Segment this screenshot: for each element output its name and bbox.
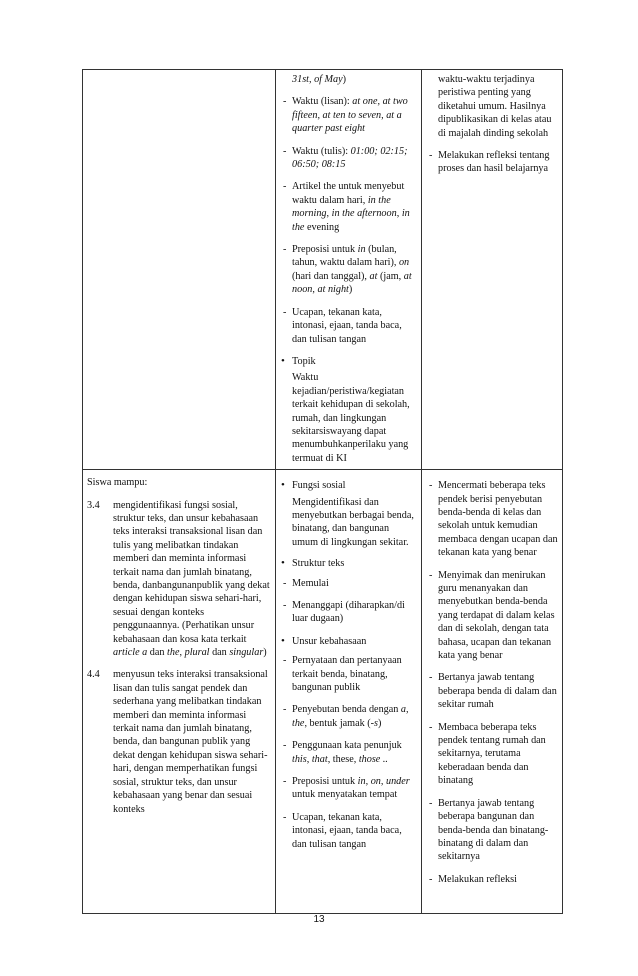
list-item [280, 180, 417, 234]
materi-cell [276, 70, 422, 470]
kd-number: 4.4 [87, 669, 100, 681]
text-run: those .. [358, 753, 388, 765]
text-run: at [369, 270, 378, 282]
list-item [280, 599, 417, 626]
text-run: (bulan, tahun, waktu dalam hari), [292, 244, 399, 269]
text-run: Bertanya jawab tentang beberapa bangunan dan benda-benda dan binatang-binatang di dalam dan sekitarnya [438, 797, 549, 863]
text-run: , [179, 647, 185, 659]
list-item [280, 306, 417, 346]
list-item [426, 149, 558, 176]
fungsi-sosial-text: Mengidentifikasi dan menyebutkan berbagai benda, binatang, dan bangunan umum di lingkungan sekitar. [292, 496, 414, 548]
topik-text: Waktu kejadian/peristiwa/kegiatan terkait kehidupan di sekolah, rumah, dan lingkungan sekitarsiswayang dapat menumbuhkanperilaku yang termuat di KI [292, 372, 410, 464]
text-run: menyusun teks interaksi transaksional lisan dan tulis sangat pendek dan sederhana yang melibatkan tindakan memberi dan meminta informasi terkait nama dan jumlah binatang, benda, dan bangunan publik yang dekat dengan kehidupan siswa sehari-hari, dengan memperhatikan fungsi sosial, struktur teks, dan unsur kebahasaan yang benar dan sesuai konteks [113, 669, 268, 815]
kd-text [113, 668, 271, 815]
text-run: -s [370, 717, 379, 729]
text-run: Waktu (tulis): [292, 145, 351, 157]
kd-item [87, 668, 271, 815]
materi-cell [276, 470, 422, 914]
list-item [280, 95, 417, 135]
text-run: Mencermati beberapa teks pendek berisi penyebutan benda-benda di kelas dan sekolah untuk kemudian membaca dengan ucapan dan tekanan kata yang benar [438, 480, 558, 559]
text-run: Preposisi untuk [292, 244, 358, 256]
text-run: Waktu (lisan): [292, 96, 353, 108]
text-run: in the morning [292, 194, 391, 220]
text-run: Menyimak dan menirukan guru menanyakan dan menyebutkan benda-benda yang terdapat di dalam kelas dan di sekolah, dengan tata bahasa, ucapan dan tekanan kata yang benar [438, 569, 555, 662]
text-run: Penggunaan kata penunjuk [292, 740, 402, 752]
kd-number: 3.4 [87, 499, 100, 511]
list-item [426, 479, 558, 559]
text-run: , [312, 284, 318, 296]
text-run: dan [147, 647, 168, 659]
kd-item [87, 499, 271, 660]
list-item [280, 73, 417, 86]
text-run: (jam, [377, 270, 404, 282]
text-run: ) [348, 284, 353, 296]
text-run: , [306, 753, 312, 765]
text-run: in [357, 244, 366, 256]
fungsi-sosial-label: • Fungsi sosial [280, 479, 417, 492]
list-item [280, 703, 417, 730]
list-item [426, 721, 558, 788]
list-item [426, 797, 558, 864]
list-item [280, 654, 417, 694]
list-item [280, 145, 417, 172]
kd-heading: Siswa mampu: [87, 477, 148, 489]
text-run: at one, at two fifteen, at ten to seven, at a quarter past eight [292, 96, 408, 135]
text-run: mengidentifikasi fungsi sosial, struktur teks, dan unsur kebahasaan teks interaksi transaksional lisan dan tulis yang melibatkan tindakan memberi dan meminta informasi terkait nama dan jumlah binatang, benda, danbangunanpublik yang dekat dengan kehidupan siswa sehari-hari, sesuai dengan konteks penggunaannya. (Perhatikan unsur kebahasaan dan kosa kata terkait [113, 499, 270, 645]
kegiatan-list [426, 73, 558, 176]
list-item [426, 873, 558, 886]
text-run: at noon [292, 270, 412, 296]
text-run: waktu-waktu terjadinya peristiwa penting yang diketahui umum. Hasilnya dipublikasikan di kelas atau di majalah dinding sekolah [438, 74, 552, 139]
text-run: , bentuk jamak ( [304, 717, 371, 729]
text-run: Penyebutan benda dengan [292, 704, 401, 716]
text-run: untuk menyatakan tempat [292, 789, 398, 801]
table-row [83, 70, 563, 470]
list-item [280, 811, 417, 851]
text-run: Memulai [292, 577, 329, 589]
list-item [426, 569, 558, 663]
text-run: in, on, under [357, 776, 410, 788]
text-run: 31st, of May [292, 74, 343, 85]
table-row [83, 470, 563, 914]
text-run: plural [184, 647, 210, 659]
list-item [426, 73, 558, 140]
kegiatan-cell [422, 470, 563, 914]
kd-cell [83, 470, 276, 914]
list-item [280, 739, 417, 766]
text-run: Menanggapi (diharapkan/di luar dugaan) [292, 600, 405, 625]
text-run: 01:00; 02:15; 06:50; 08:15 [292, 145, 408, 171]
text-run: Ucapan, tekanan kata, intonasi, ejaan, tanda baca, dan tulisan tangan [292, 811, 402, 850]
text-run: Melakukan refleksi [438, 873, 517, 885]
page-number: 13 [313, 914, 325, 925]
text-run: , [396, 208, 402, 220]
list-item [280, 577, 417, 590]
text-run: that [311, 753, 328, 765]
text-run: , [326, 208, 332, 220]
list-item [280, 243, 417, 297]
kd-text [113, 499, 271, 660]
text-run: a, the [292, 704, 409, 729]
text-run: this [292, 753, 307, 765]
syllabus-table [82, 69, 563, 914]
text-run: Membaca beberapa teks pendek tentang rumah dan sekitarnya, terutama keberadaan benda dan binatang [438, 721, 546, 787]
text-run: in the afternoon [331, 208, 397, 220]
text-run: ) [342, 74, 347, 85]
unsur-kebahasaan-label: • Unsur kebahasaan [280, 635, 417, 648]
text-run: evening [304, 221, 340, 233]
text-run: in the [292, 208, 410, 233]
text-run: (hari dan tanggal), [292, 270, 370, 282]
text-run: Melakukan refleksi tentang proses dan hasil belajarnya [438, 150, 550, 175]
text-run: ) [263, 647, 267, 659]
struktur-teks-label: • Struktur teks [280, 557, 417, 570]
text-run: Preposisi untuk [292, 776, 358, 788]
materi-list [280, 73, 417, 346]
text-run: ) [378, 717, 382, 729]
kegiatan-cell [422, 70, 563, 470]
text-run: article a [113, 647, 148, 659]
text-run: on [398, 257, 410, 269]
text-run: Artikel the untuk menyebut waktu dalam hari, [292, 181, 405, 206]
kd-cell-empty [83, 70, 276, 470]
kd-list [87, 499, 271, 816]
text-run: singular [229, 647, 264, 659]
kegiatan-list [426, 479, 558, 886]
text-run: Ucapan, tekanan kata, intonasi, ejaan, tanda baca, dan tulisan tangan [292, 306, 402, 345]
topik-label: • Topik [280, 355, 417, 368]
text-run: at night [317, 284, 349, 296]
list-item [426, 671, 558, 711]
text-run: Bertanya jawab tentang beberapa benda di dalam dan sekitar rumah [438, 672, 557, 711]
struktur-list [280, 577, 417, 626]
text-run: , these, [327, 753, 359, 765]
list-item [280, 775, 417, 802]
unsur-list [280, 654, 417, 851]
text-run: dan [209, 647, 230, 659]
text-run: the [167, 647, 180, 659]
text-run: Pernyataan dan pertanyaan terkait benda, binatang, bangunan publik [292, 655, 402, 694]
